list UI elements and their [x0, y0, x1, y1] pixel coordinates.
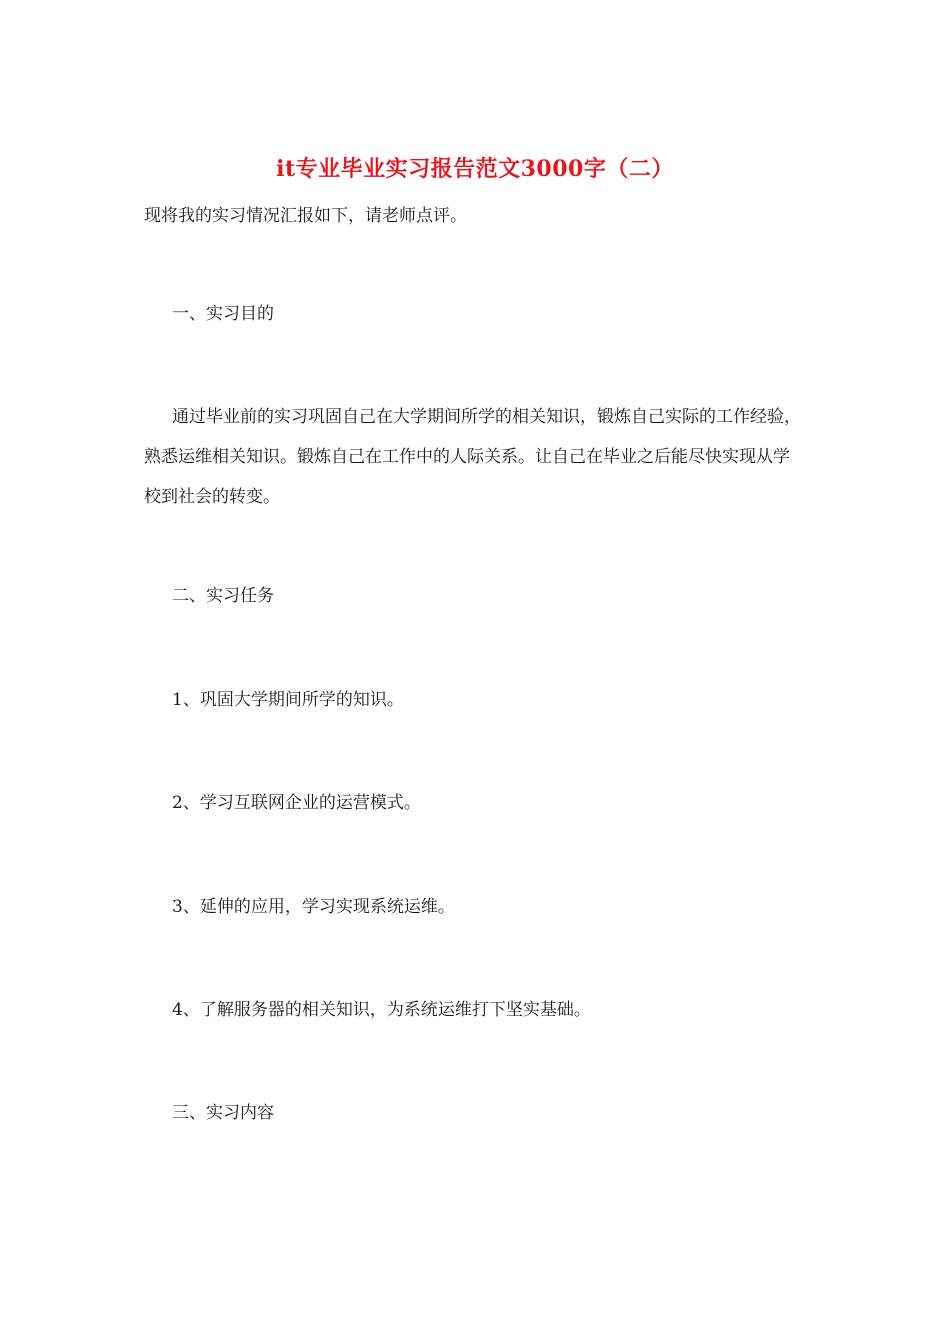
intro-paragraph: 现将我的实习情况汇报如下，请老师点评。 — [144, 206, 467, 226]
task-item: 3、延伸的应用，学习实现系统运维。 — [172, 897, 455, 917]
section-heading-purpose: 一、实习目的 — [172, 304, 274, 324]
task-item: 4、了解服务器的相关知识，为系统运维打下坚实基础。 — [172, 1000, 591, 1020]
document-title: it专业毕业实习报告范文3000字（二） — [276, 156, 674, 182]
section-heading-content: 三、实习内容 — [172, 1103, 274, 1123]
section-heading-tasks: 二、实习任务 — [172, 586, 274, 606]
purpose-paragraph: 通过毕业前的实习巩固自己在大学期间所学的相关知识，锻炼自己实际的工作经验，熟悉运维相关知识。锻炼自己在工作中的人际关系。让自己在毕业之后能尽快实现从学校到社会的转变。 — [144, 407, 801, 507]
task-item: 1、巩固大学期间所学的知识。 — [172, 690, 404, 710]
task-item: 2、学习互联网企业的运营模式。 — [172, 793, 421, 813]
